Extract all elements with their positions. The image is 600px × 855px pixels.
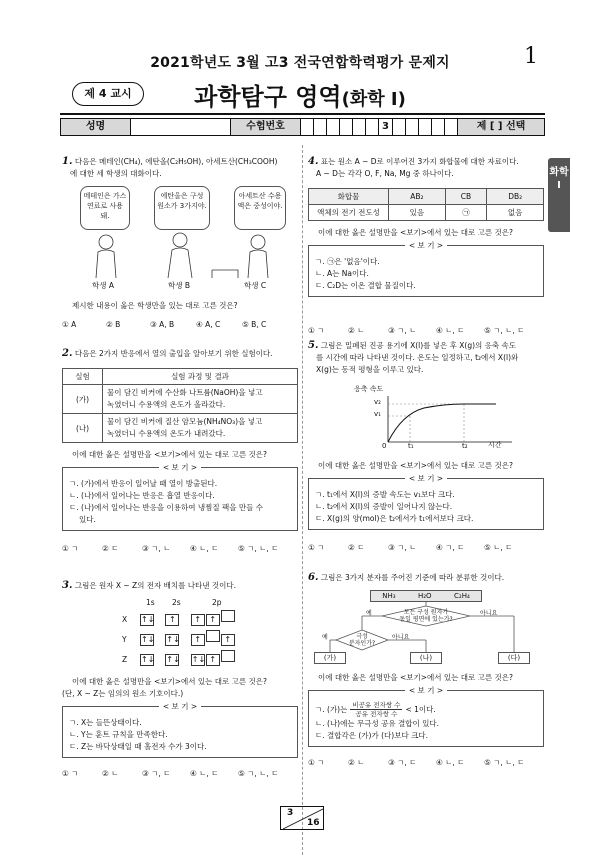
subject-sub: (화학 Ⅰ) [341,89,406,110]
orbital-box: ↑ [206,654,220,666]
q2-bogi-2: ㄴ. (나)에서 일어나는 반응은 흡열 반응이다. [69,491,215,500]
q6-number: 6. [308,572,319,583]
orbital-box: ↑↓ [191,655,206,664]
q4-bogi-3: ㄷ. C₂D는 이온 결합 물질이다. [315,281,416,290]
orbital-box: ↑ [191,634,205,646]
question-6 [308,572,544,768]
q4-bogi-2: ㄴ. A는 Na이다. [315,269,369,278]
orbital-box: ↑↓ [141,655,155,664]
q6-diamond1-line2: 동일 평면에 있는가? [399,616,453,623]
q3-question-2: (단, X ~ Z는 임의의 원소 기호이다.) [62,689,184,698]
q4-bogi-1: ㄱ. ㉠은 '없음'이다. [315,257,380,266]
q3-option-1[interactable]: ① ㄱ [62,769,79,778]
q6-box-na: (나) [410,652,442,664]
q5-v2: v₂ [374,398,381,406]
q5-stem-line3: X(g)는 동적 평형을 이루고 있다. [316,365,424,374]
q2-row1-text2: 녹였더니 수용액의 온도가 올라갔다. [107,400,226,409]
q5-option-4[interactable]: ④ ㄱ, ㄷ [436,543,465,552]
q3-row-label: Z [122,655,128,664]
choice-label: 제 [ ] 선택 [458,119,544,135]
q3-bogi-3: ㄷ. Z는 바닥상태일 때 홀전자 수가 3이다. [69,742,207,751]
page-number: 1 [524,44,538,69]
name-field[interactable] [131,119,231,135]
question-4 [308,156,544,336]
subject-title [0,77,600,112]
q5-xlabel: 시간 [488,441,502,449]
q3-option-3[interactable]: ③ ㄱ, ㄷ [142,769,171,778]
exam-digit-box[interactable] [366,119,379,135]
q2-option-2[interactable]: ② ㄷ [102,544,119,553]
q4-th1: AB₂ [389,189,446,205]
q6-bogi-box [308,686,544,747]
q6-bogi-2: ㄴ. (나)에는 무극성 공유 결합이 있다. [315,719,439,728]
q6-bogi-1 [315,701,537,718]
q5-option-1[interactable]: ① ㄱ [308,543,325,552]
orbital-box: ↑ [221,634,235,646]
q4-stem-line1: 표는 원소 A ~ D로 이루어진 3가지 화합물에 대한 자료이다. [320,157,519,166]
q6-bogi-1-post: < 1이다. [405,704,436,714]
student-b-label: 학생 B [168,281,191,290]
exam-digit-filled: 3 [379,119,393,135]
q6-bogi-1-pre: ㄱ. (가)는 [315,704,348,714]
q3-diagram [62,598,298,668]
orbital-box [221,610,235,622]
q3-bogi-2: ㄴ. Y는 훈트 규칙을 만족한다. [69,730,168,739]
q2-bogi-3b: 있다. [79,515,96,524]
q6-molecule: H₂O [417,592,432,600]
q5-option-5[interactable]: ⑤ ㄴ, ㄷ [484,543,513,552]
q2-row2-text1: 물이 담긴 비커에 질산 암모늄(NH₄NO₃)을 넣고 [107,417,263,426]
header-rule [60,113,545,115]
q1-question: 제시한 내용이 옳은 학생만을 있는 대로 고른 것은? [72,301,238,310]
q2-bogi-title: < 보 기 > [159,463,201,472]
q6-fraction-den: 공유 전자쌍 수 [355,710,398,718]
q3-row-y [122,630,252,646]
q3-head-2p: 2p [212,598,222,607]
q5-bogi-3: ㄷ. X(g)의 양(mol)은 t₂에서가 t₁에서보다 크다. [315,514,474,523]
student-a-label: 학생 A [92,281,115,290]
q5-stem-line2: 를 시간에 따라 나타낸 것이다. 온도는 일정하고, t₂에서 X(l)와 [316,353,519,362]
q6-stem: 그림은 3가지 분자를 주어진 기준에 따라 분류한 것이다. [320,573,505,582]
q1-option-1[interactable]: ① A [62,320,77,329]
q6-diamond2 [342,633,382,647]
q5-ylabel: 응축 속도 [354,385,384,393]
q2-option-3[interactable]: ③ ㄱ, ㄴ [142,544,171,553]
q1-option-4[interactable]: ④ A, C [196,320,221,329]
q6-option-2[interactable]: ② ㄴ [348,758,365,767]
q3-bogi-1: ㄱ. X는 들뜬상태이다. [69,718,142,727]
q5-graph [308,380,544,452]
q3-option-4[interactable]: ④ ㄴ, ㄷ [190,769,219,778]
q4-options [308,325,544,336]
orbital-box [206,630,220,642]
q5-options [308,542,544,553]
q3-number: 3. [62,580,73,591]
question-2 [62,348,298,554]
q3-row-label: Y [122,635,127,644]
q6-option-1[interactable]: ① ㄱ [308,758,325,767]
q2-bogi-3: ㄷ. (나)에서 일어나는 반응을 이용하여 냉찜질 팩을 만들 수 [69,503,263,512]
q6-fraction-num: 비공유 전자쌍 수 [352,701,401,709]
q5-t2: t₂ [462,442,468,450]
exam-digit-box[interactable] [301,119,314,135]
q4-question: 이에 대한 옳은 설명만을 <보기>에서 있는 대로 고른 것은? [318,228,514,237]
subject-name: 과학탐구 영역 [194,83,342,111]
q2-bogi-1: ㄱ. (가)에서 반응이 일어날 때 열이 방출된다. [69,479,218,488]
q6-option-3[interactable]: ③ ㄱ, ㄷ [388,758,417,767]
q1-stem-line2: 에 대한 세 학생의 대화이다. [70,169,162,178]
exam-digit-box[interactable] [327,119,340,135]
q4-option-2[interactable]: ② ㄴ [348,326,365,335]
q6-bogi-3: ㄷ. 결합각은 (가)가 (다)보다 크다. [315,731,428,740]
q2-bogi-box [62,463,298,531]
q3-row-label: X [122,615,128,624]
orbital-box: ↑↓ [141,635,155,644]
q6-diamond2-line1: 극성 [356,633,368,640]
q5-t1: t₁ [408,442,414,450]
orbital-box: ↑↓ [141,615,155,624]
q3-head-1s: 1s [146,598,155,607]
q6-option-4[interactable]: ④ ㄴ, ㄷ [436,758,465,767]
q1-illustration [62,184,298,292]
period-badge: 제 4 교시 [72,82,144,106]
q6-fraction [350,701,402,718]
q5-number: 5. [308,340,319,351]
bubble-b: 에탄올은 구성 원소가 3가지야. [154,186,210,230]
exam-digit-box[interactable] [393,119,406,135]
q6-no2: 아니요 [392,634,410,641]
q6-bogi-title: < 보 기 > [405,686,447,695]
q3-row-x [122,610,252,626]
q1-number: 1. [62,156,73,167]
q6-diamond1-line1: 모든 구성 원자가 [403,609,449,616]
q2-options [62,543,298,554]
q3-option-2[interactable]: ② ㄴ [102,769,119,778]
exam-digit-box[interactable] [419,119,432,135]
column-divider [302,145,303,855]
q2-row1-text1: 물이 담긴 비커에 수산화 나트륨(NaOH)을 넣고 [107,388,263,397]
question-3 [62,580,298,779]
q3-head-2s: 2s [172,598,181,607]
q6-flowchart [308,590,544,666]
q3-option-5[interactable]: ⑤ ㄱ, ㄴ, ㄷ [238,769,279,778]
q2-table [62,368,298,443]
exam-title: 2021학년도 3월 고3 전국연합학력평가 문제지 [150,55,450,71]
q5-bogi-title: < 보 기 > [405,474,447,483]
q1-stem-line1: 다음은 메테인(CH₄), 에탄올(C₂H₅OH), 아세트산(CH₃COOH) [74,157,278,166]
q1-option-5[interactable]: ⑤ B, C [242,320,267,329]
q2-question: 이에 대한 옳은 설명만을 <보기>에서 있는 대로 고른 것은? [72,450,268,459]
q4-td3: 없음 [487,205,544,221]
q6-options [308,757,544,768]
q3-stem: 그림은 원자 X ~ Z의 전자 배치를 나타낸 것이다. [74,581,237,590]
q6-box-ga: (가) [314,652,346,664]
q3-question-1: 이에 대한 옳은 설명만을 <보기>에서 있는 대로 고른 것은? [72,677,268,686]
q4-th2: CB [445,189,487,205]
q2-row2-text2: 녹였더니 수용액의 온도가 내려갔다. [107,429,226,438]
students-drawing [62,230,298,280]
q6-molecule: C₂H₄ [454,592,470,600]
q5-option-3[interactable]: ③ ㄱ, ㄴ [388,543,417,552]
exam-no-label: 수험번호 [231,119,301,135]
exam-digit-box[interactable] [406,119,419,135]
q6-yes2: 예 [322,634,328,641]
q2-option-1[interactable]: ① ㄱ [62,544,79,553]
student-c-label: 학생 C [244,281,267,290]
q2-option-5[interactable]: ⑤ ㄱ, ㄴ, ㄷ [238,544,279,553]
q5-bogi-2: ㄴ. t₂에서 X(l)의 증발이 일어나지 않는다. [315,502,453,511]
orbital-box: ↑ [191,614,205,626]
q4-option-4[interactable]: ④ ㄴ, ㄷ [436,326,465,335]
exam-digit-box[interactable] [353,119,366,135]
page-footer [280,806,324,830]
info-bar [60,118,545,136]
orbital-box: ↑↓ [166,655,180,664]
q5-question: 이에 대한 옳은 설명만을 <보기>에서 있는 대로 고른 것은? [318,461,514,470]
q6-option-5[interactable]: ⑤ ㄱ, ㄴ, ㄷ [484,758,525,767]
footer-page: 3 [287,808,294,818]
q1-option-3[interactable]: ③ A, B [150,320,175,329]
q4-td2: ㉠ [445,205,487,221]
q4-number: 4. [308,156,319,167]
q6-box-da: (다) [498,652,530,664]
q6-question: 이에 대한 옳은 설명만을 <보기>에서 있는 대로 고른 것은? [318,673,514,682]
orbital-box [221,650,235,662]
exam-digit-box[interactable] [340,119,353,135]
q5-v1: v₁ [374,410,381,418]
name-label: 성명 [61,119,131,135]
q4-table [308,188,544,221]
orbital-box: ↑↓ [166,635,180,644]
q2-row2-label: (나) [63,414,103,443]
q5-option-2[interactable]: ② ㄷ [348,543,365,552]
question-5 [308,340,544,553]
q5-stem-line1: 그림은 밀폐된 진공 용기에 X(l)를 넣은 후 X(g)의 응축 속도 [320,341,517,350]
q4-option-3[interactable]: ③ ㄱ, ㄴ [388,326,417,335]
q5-bogi-box [308,474,544,530]
q2-stem: 다음은 2가지 반응에서 열의 출입을 알아보기 위한 실험이다. [74,349,273,358]
q4-th0: 화합물 [309,189,389,205]
exam-digit-box[interactable] [432,119,445,135]
q6-no1: 아니요 [480,610,498,617]
question-1 [62,156,298,329]
q4-option-5[interactable]: ⑤ ㄱ, ㄴ, ㄷ [484,326,525,335]
q2-row1-label: (가) [63,385,103,414]
q4-td1: 있음 [389,205,446,221]
q2-option-4[interactable]: ④ ㄴ, ㄷ [190,544,219,553]
footer-total: 16 [307,818,320,828]
q4-bogi-title: < 보 기 > [405,241,447,250]
q3-bogi-title: < 보 기 > [159,702,201,711]
q4-bogi-box [308,241,544,297]
q6-molecule: NH₃ [382,592,396,600]
q1-option-2[interactable]: ② B [106,320,121,329]
orbital-box: ↑ [206,614,220,626]
subject-side-tab: 화학Ⅰ [548,158,570,232]
orbital-box: ↑ [165,614,179,626]
q4-stem-line2: A ~ D는 각각 O, F, Na, Mg 중 하나이다. [316,169,454,178]
q3-row-z [122,650,252,666]
q6-yes1: 예 [366,610,372,617]
q6-diamond1 [390,609,462,623]
bubble-c: 아세트산 수용액은 중성이야. [234,186,286,230]
q2-number: 2. [62,348,73,359]
q1-options [62,320,298,329]
q4-option-1[interactable]: ① ㄱ [308,326,325,335]
q3-bogi-box [62,702,298,758]
bubble-a: 메테인은 가스 연료로 사용돼. [80,186,130,230]
q2-th-proc: 실험 과정 및 결과 [103,369,298,385]
q5-x0: 0 [382,442,387,450]
q6-diamond2-line2: 분자인가? [348,640,376,647]
exam-digit-box[interactable] [445,119,458,135]
q3-options [62,768,298,779]
q4-th3: DB₂ [487,189,544,205]
exam-digit-box[interactable] [314,119,327,135]
q5-bogi-1: ㄱ. t₁에서 X(l)의 증발 속도는 v₁보다 크다. [315,490,455,499]
q2-th-exp: 실험 [63,369,103,385]
q4-td0: 액체의 전기 전도성 [309,205,389,221]
